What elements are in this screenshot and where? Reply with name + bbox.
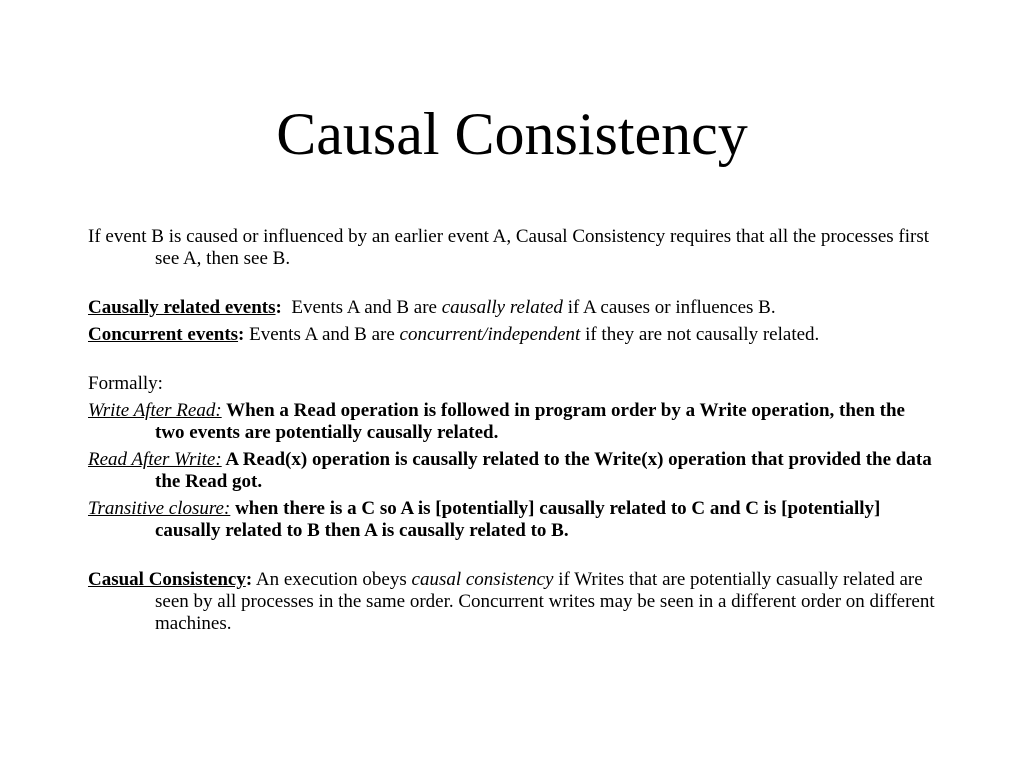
write-after-read-term: Write After Read: [88,400,222,421]
casual-consistency-emphasis: causal consistency [411,569,554,590]
read-after-write-term: Read After Write: [88,449,222,470]
formally-label: Formally: [88,373,163,394]
causally-related-text-before: Events A and B are [281,297,442,318]
intro-paragraph [88,226,938,270]
concurrent-term: Concurrent events [88,324,239,345]
causally-related-paragraph [88,297,938,319]
write-after-read-paragraph [88,400,938,444]
intro-text: If event B is caused or influenced by an earlier event A, Causal Consistency requires that all the processes first see A, then see B. [88,226,930,269]
concurrent-colon: : [238,324,245,345]
casual-consistency-term: Casual Consistency [88,569,246,590]
transitive-closure-text: when there is a C so A is [potentially] causally related to C and C is [potentially] causally related to B then A is causally related to B. [155,498,881,541]
slide-body [88,226,938,640]
write-after-read-text: When a Read operation is followed in program order by a Write operation, then the two events are potentially causally related. [155,400,905,443]
causally-related-term: Causally related events [88,297,276,318]
read-after-write-paragraph [88,449,938,493]
read-after-write-text: A Read(x) operation is causally related to the Write(x) operation that provided the data the Read got. [155,449,932,492]
casual-consistency-colon: : [245,569,253,590]
concurrent-text-before: Events A and B are [244,324,400,345]
casual-consistency-text-before: An execution obeys [252,569,412,590]
causally-related-emphasis: causally related [441,297,563,318]
causally-related-text-after: if A causes or influences B. [562,297,776,318]
causally-related-colon: : [275,297,282,318]
casual-consistency-text-after: if Writes that are potentially casually related are seen by all processes in the same order. Concurrent writes may be seen in a different order on different machines. [155,569,935,634]
transitive-closure-paragraph [88,498,938,542]
formally-paragraph [88,373,938,395]
concurrent-paragraph [88,324,938,346]
concurrent-emphasis: concurrent/independent [399,324,581,345]
concurrent-text-after: if they are not causally related. [580,324,820,345]
slide-title: Causal Consistency [276,101,748,167]
transitive-closure-term: Transitive closure: [88,498,231,519]
casual-consistency-paragraph [88,569,938,635]
